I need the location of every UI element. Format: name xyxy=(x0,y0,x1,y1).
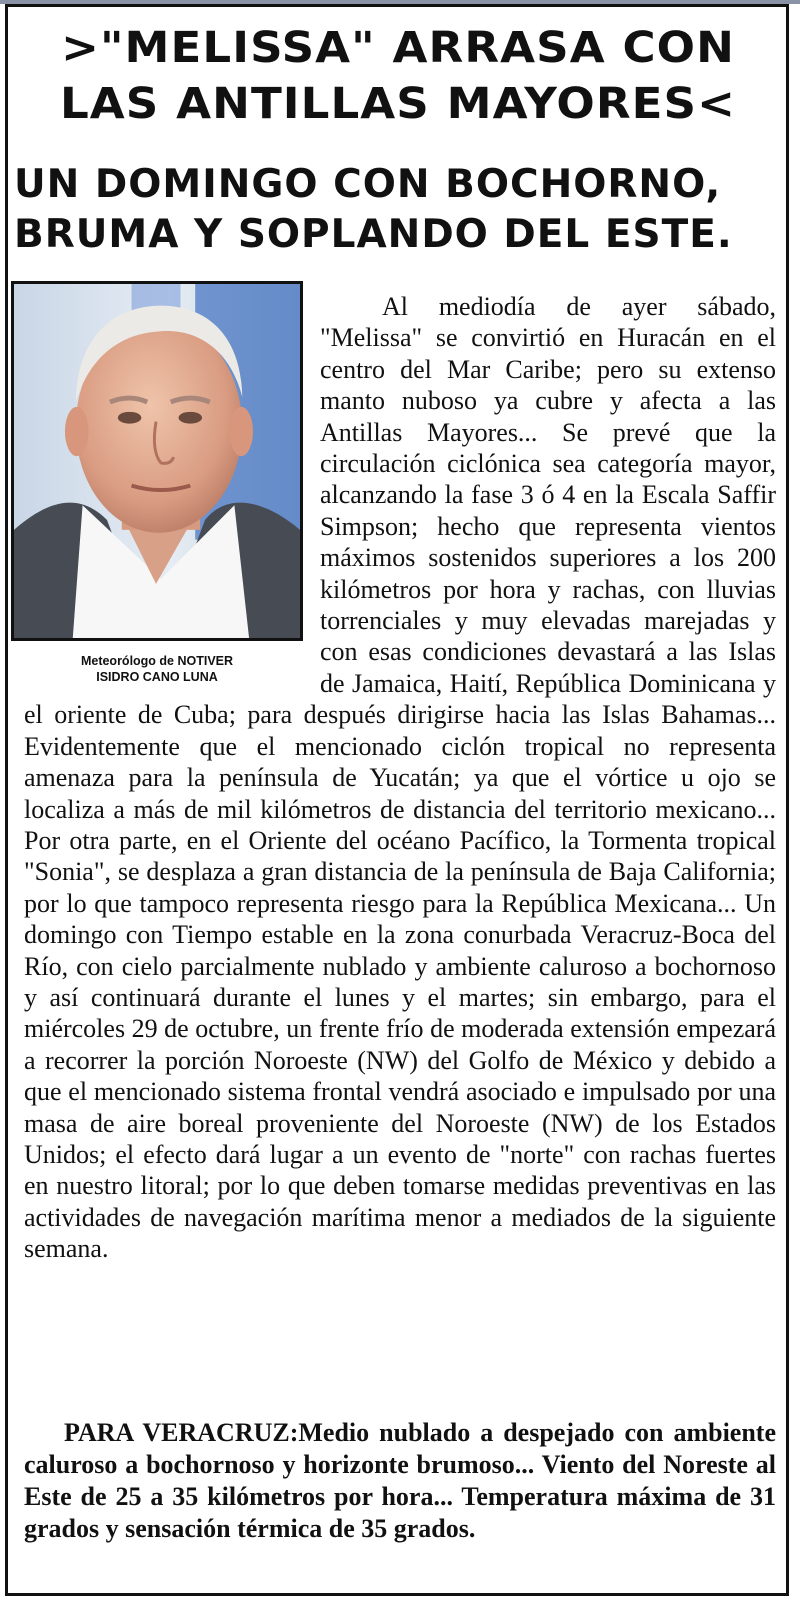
headline-line-1: >"MELISSA" ARRASA CON xyxy=(61,23,735,73)
caption-line-1: Meteorólogo de NOTIVER xyxy=(80,654,234,668)
article-body xyxy=(24,291,776,1265)
subheadline xyxy=(14,160,780,260)
subheadline-line-2: BRUMA Y SOPLANDO DEL ESTE. xyxy=(14,212,733,257)
subheadline-line-1: UN DOMINGO CON BOCHORNO, xyxy=(14,162,722,207)
headline xyxy=(0,20,797,132)
article-body-text: Al mediodía de ayer sábado, "Melissa" se convirtió en Huracán en el centro del Mar Caribe; pero su extenso manto nuboso ya cubre y afecta a las Antillas Mayores... Se prevé que la circulación ciclónica sea categoría mayor, alcanzando la fase 3 ó 4 en la Escala Saffir Simpson; hecho que representa vientos máximos sostenidos superiores a los 200 kilómetros por hora y rachas, con lluvias torrenciales y muy elevadas marejadas y con esas condiciones devastará a las Islas de Jamaica, Haití, República Dominicana y el oriente de Cuba; para después dirigirse hacia las Islas Bahamas... Evidentemente que el mencionado ciclón tropical no representa amenaza para la península de Yucatán; ya que el vórtice u ojo se localiza a más de mil kilómetros de distancia del territorio mexicano... Por otra parte, en el Oriente del océano Pacífico, la Tormenta tropical "Sonia", se desplaza a gran distancia de la península de Baja California; por lo que tampoco representa riesgo para la República Mexicana... Un domingo con Tiempo estable en la zona conurbada Veracruz-Boca del Río, con cielo parcialmente nublado y ambiente caluroso a bochornoso y así continuará durante el lunes y el martes; sin embargo, para el miércoles 29 de octubre, un frente frío de moderada extensión empezará a recorrer la porción Noroeste (NW) del Golfo de México y debido a que el mencionado sistema frontal vendrá asociado e impulsado por una masa de aire boreal proveniente del Noroeste (NW) de los Estados Unidos; el efecto dará lugar a un evento de "norte" con rachas fuertes en nuestro litoral; por lo que deben tomarse medidas preventivas en las actividades de navegación marítima menor a mediados de la siguiente semana. xyxy=(24,292,776,1264)
photo-text-wrap-spacer xyxy=(24,291,320,697)
forecast-paragraph xyxy=(24,1417,776,1545)
forecast-text: PARA VERACRUZ:Medio nublado a despejado con ambiente caluroso a bochornoso y horizonte brumoso... Viento del Noreste al Este de 25 a 35 kilómetros por hora... Temperatura máxima de 31 grados y sensación térmica de 35 grados. xyxy=(24,1418,776,1543)
caption-line-2: ISIDRO CANO LUNA xyxy=(96,670,218,684)
headline-line-2: LAS ANTILLAS MAYORES< xyxy=(59,79,737,129)
